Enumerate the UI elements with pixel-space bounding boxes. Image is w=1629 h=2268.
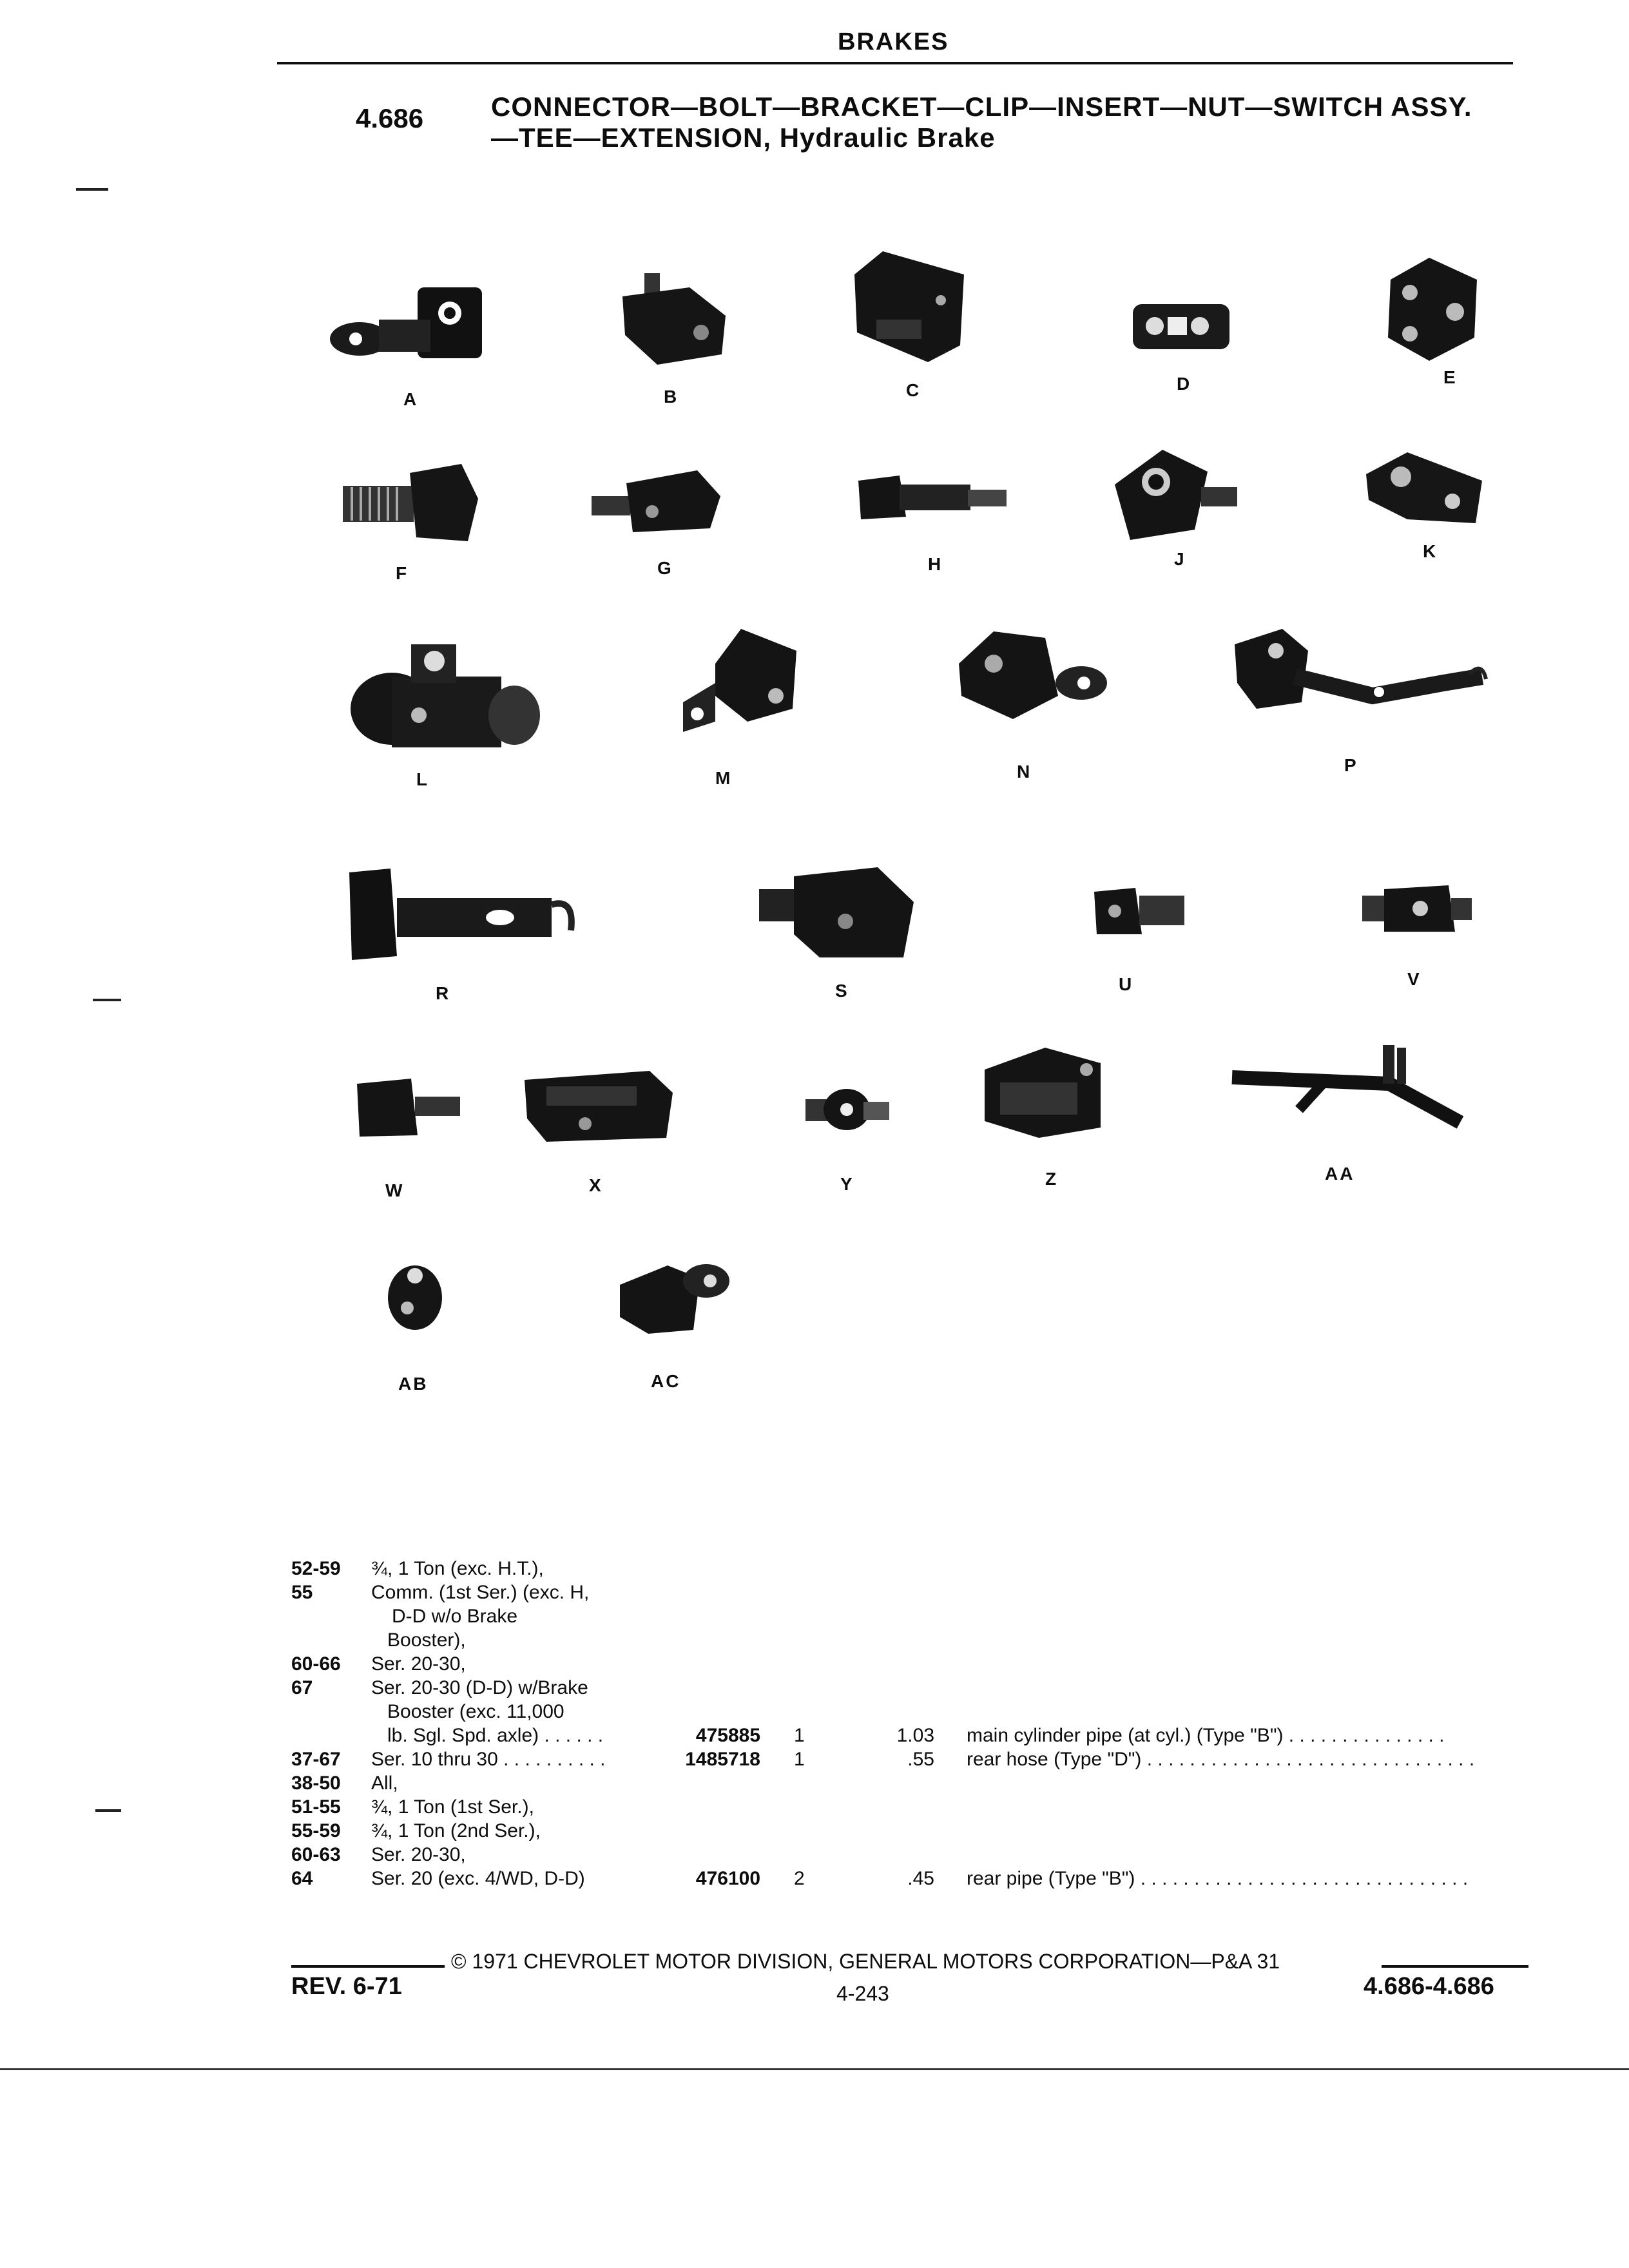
years: 60-63: [291, 1844, 341, 1865]
part-y-image: [802, 1086, 892, 1131]
part-label: K: [1423, 541, 1438, 561]
part-c-image: [851, 249, 967, 365]
quantity: 1: [794, 1725, 805, 1746]
years: 64: [291, 1868, 313, 1889]
years: 67: [291, 1677, 313, 1698]
footer-rule-right: [1382, 1965, 1528, 1968]
application: Ser. 20-30 (D-D) w/Brake: [371, 1677, 588, 1698]
part-g-image: [588, 464, 723, 535]
group-number: 4.686: [356, 103, 424, 133]
part-label: N: [1017, 762, 1032, 782]
price: 1.03: [896, 1725, 934, 1746]
part-v-image: [1358, 883, 1474, 934]
part-label: Z: [1045, 1169, 1059, 1189]
part-label: F: [396, 563, 409, 583]
years: 60-66: [291, 1653, 341, 1675]
bottom-rule: [0, 2068, 1629, 2070]
part-label: C: [906, 380, 921, 400]
part-aa-image: [1228, 1039, 1473, 1135]
part-label: AB: [398, 1374, 429, 1394]
group-range: 4.686-4.686: [1364, 1973, 1494, 2000]
margin-mark: [95, 1809, 121, 1812]
application: Ser. 20-30,: [371, 1844, 466, 1865]
part-label: S: [835, 981, 849, 1001]
part-r-image: [345, 866, 577, 963]
part-w-image: [353, 1075, 463, 1139]
years: 55: [291, 1582, 313, 1603]
part-a-image: [327, 274, 488, 371]
group-title-line1: CONNECTOR—BOLT—BRACKET—CLIP—INSERT—NUT—SWITCH ASSY.: [491, 91, 1472, 122]
application: All,: [371, 1773, 398, 1794]
part-label: G: [657, 558, 673, 578]
price: .55: [907, 1749, 934, 1770]
part-label: X: [589, 1175, 603, 1195]
margin-mark: [93, 999, 121, 1001]
part-x-image: [521, 1067, 675, 1144]
quantity: 1: [794, 1749, 805, 1770]
page-number: 4-243: [836, 1982, 889, 2005]
part-l-image: [347, 638, 540, 760]
part-label: R: [436, 983, 451, 1003]
part-number: 475885: [695, 1725, 760, 1746]
application: Ser. 20-30,: [371, 1653, 466, 1675]
years: 38-50: [291, 1773, 341, 1794]
group-title-line2: —TEE—EXTENSION, Hydraulic Brake: [491, 122, 996, 153]
part-label: Y: [840, 1174, 854, 1194]
part-n-image: [955, 625, 1110, 722]
application: ¾, 1 Ton (2nd Ser.),: [371, 1820, 541, 1841]
part-ab-image: [383, 1256, 447, 1334]
application: D-D w/o Brake: [392, 1606, 518, 1627]
description: main cylinder pipe (at cyl.) (Type "B") . . . . . . . . . . . . . . .: [967, 1725, 1445, 1746]
part-u-image: [1090, 885, 1187, 937]
part-label: AA: [1325, 1164, 1355, 1184]
application: Comm. (1st Ser.) (exc. H,: [371, 1582, 590, 1603]
part-ac-image: [616, 1259, 732, 1336]
part-label: L: [416, 769, 430, 789]
copyright: © 1971 CHEVROLET MOTOR DIVISION, GENERAL MOTORS CORPORATION—P&A 31: [451, 1950, 1280, 1973]
section-header: BRAKES: [838, 28, 949, 55]
quantity: 2: [794, 1868, 805, 1889]
part-label: M: [715, 768, 733, 788]
part-z-image: [981, 1044, 1103, 1140]
part-label: W: [385, 1180, 405, 1200]
years: 55-59: [291, 1820, 341, 1841]
price: .45: [907, 1868, 934, 1889]
part-f-image: [339, 460, 481, 544]
description: rear pipe (Type "B") . . . . . . . . . . . . . . . . . . . . . . . . . . . . . . .: [967, 1868, 1469, 1889]
header-rule: [277, 62, 1513, 64]
application: ¾, 1 Ton (1st Ser.),: [371, 1796, 534, 1818]
part-label: A: [403, 389, 419, 409]
years: 52-59: [291, 1558, 341, 1579]
years: 37-67: [291, 1749, 341, 1770]
part-number: 1485718: [685, 1749, 760, 1770]
application: Ser. 20 (exc. 4/WD, D-D): [371, 1868, 585, 1889]
years: 51-55: [291, 1796, 341, 1818]
part-d-image: [1129, 298, 1232, 356]
application: ¾, 1 Ton (exc. H.T.),: [371, 1558, 544, 1579]
part-p-image: [1231, 625, 1489, 722]
description: rear hose (Type "D") . . . . . . . . . . . . . . . . . . . . . . . . . . . . . . .: [967, 1749, 1475, 1770]
part-s-image: [755, 863, 916, 960]
part-label: E: [1443, 367, 1458, 387]
revision: REV. 6-71: [291, 1973, 402, 2000]
part-label: J: [1174, 549, 1186, 569]
part-m-image: [670, 625, 799, 735]
application: lb. Sgl. Spd. axle) . . . . . .: [371, 1725, 604, 1746]
part-label: U: [1119, 974, 1134, 994]
part-h-image: [854, 472, 1009, 523]
part-j-image: [1111, 446, 1240, 543]
part-label: D: [1177, 374, 1192, 394]
footer-rule-left: [291, 1965, 445, 1968]
part-number: 476100: [695, 1868, 760, 1889]
part-label: H: [928, 554, 943, 574]
part-k-image: [1362, 448, 1485, 526]
part-label: P: [1344, 755, 1358, 775]
part-e-image: [1384, 254, 1481, 363]
application: Ser. 10 thru 30 . . . . . . . . . .: [371, 1749, 606, 1770]
application: Booster),: [371, 1629, 466, 1651]
part-label: B: [664, 387, 679, 407]
part-label: AC: [651, 1371, 681, 1391]
application: Booster (exc. 11,000: [371, 1701, 564, 1722]
margin-mark: [76, 188, 108, 191]
part-b-image: [619, 271, 728, 367]
part-label: V: [1407, 969, 1422, 989]
